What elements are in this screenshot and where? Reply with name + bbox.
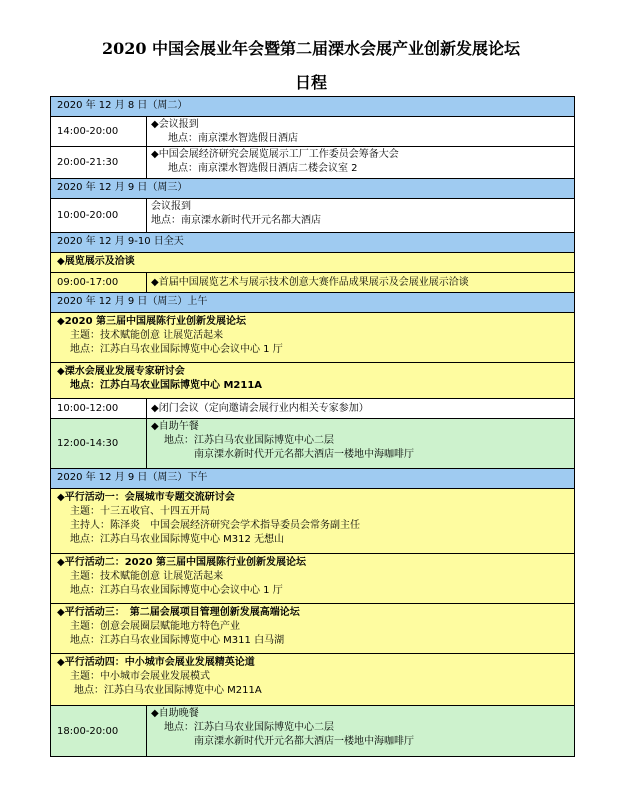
time-cell: 12:00-14:30 bbox=[51, 419, 147, 468]
content-cell bbox=[147, 706, 574, 756]
table-row bbox=[51, 273, 574, 293]
date-header-dec8 bbox=[51, 97, 574, 117]
parallel-activity-2 bbox=[51, 554, 574, 604]
time-cell: 20:00-21:30 bbox=[51, 147, 147, 178]
date-header-dec9-10 bbox=[51, 233, 574, 253]
content-cell bbox=[147, 147, 574, 178]
section-exhibition bbox=[51, 253, 574, 273]
item-title: ◆会议报到 bbox=[151, 119, 199, 130]
item-location: 地点：江苏白马农业国际博览中心二层 bbox=[164, 722, 334, 733]
item-title: ◆中国会展经济研究会展览展示工厂工作委员会筹备大会 bbox=[151, 149, 399, 160]
item-location-alt: 南京溧水新时代开元名都大酒店一楼地中海咖啡厅 bbox=[194, 736, 414, 747]
content-cell bbox=[147, 399, 574, 418]
item-title: 会议报到 bbox=[151, 201, 191, 212]
item-title: ◆首届中国展览艺术与展示技术创意大赛作品成果展示及会展业展示洽谈 bbox=[151, 277, 469, 288]
time-cell: 09:00-17:00 bbox=[51, 273, 147, 292]
activity-title: ◆平行活动四：中小城市会展业发展精英论道 bbox=[57, 657, 255, 668]
activity-theme: 主题：技术赋能创意 让展览活起来 bbox=[70, 571, 224, 582]
time-cell: 10:00-20:00 bbox=[51, 199, 147, 232]
activity-theme: 主题：十三五收官、十四五开局 bbox=[70, 506, 210, 517]
item-title: ◆闭门会议（定向邀请会展行业内相关专家参加） bbox=[151, 403, 369, 414]
date-header-label: 2020 年 12 月 8 日（周二） bbox=[57, 100, 188, 111]
forum-block bbox=[51, 363, 574, 399]
content-cell bbox=[147, 419, 574, 468]
activity-location: 地点：江苏白马农业国际博览中心 M312 无想山 bbox=[70, 534, 285, 545]
forum-theme: 主题：技术赋能创意 让展览活起来 bbox=[70, 330, 224, 341]
page-title: 2020 中国会展业年会暨第二届溧水会展产业创新发展论坛 bbox=[101, 39, 521, 58]
table-row bbox=[51, 419, 574, 469]
date-header-label: 2020 年 12 月 9 日（周三）下午 bbox=[57, 472, 208, 483]
schedule-table bbox=[50, 96, 575, 757]
parallel-activity-1 bbox=[51, 489, 574, 554]
item-location: 地点：南京溧水新时代开元名都大酒店 bbox=[151, 215, 321, 226]
item-location: 地点：南京溧水智选假日酒店 bbox=[168, 133, 298, 144]
time-cell: 14:00-20:00 bbox=[51, 117, 147, 146]
forum-title: ◆2020 第三届中国展陈行业创新发展论坛 bbox=[57, 316, 247, 327]
content-cell bbox=[147, 273, 574, 292]
page-subtitle: 日程 bbox=[294, 73, 327, 92]
date-header-dec9-afternoon bbox=[51, 469, 574, 489]
activity-location: 地点：江苏白马农业国际博览中心 M311 白马湖 bbox=[70, 635, 285, 646]
forum-location: 地点：江苏白马农业国际博览中心 M211A bbox=[70, 380, 263, 391]
activity-title: ◆平行活动一：会展城市专题交流研讨会 bbox=[57, 492, 235, 503]
table-row bbox=[51, 199, 574, 233]
activity-location: 地点：江苏白马农业国际博览中心会议中心 1 厅 bbox=[70, 585, 283, 596]
forum-location: 地点：江苏白马农业国际博览中心会议中心 1 厅 bbox=[70, 344, 283, 355]
content-cell bbox=[147, 117, 574, 146]
parallel-activity-4 bbox=[51, 654, 574, 706]
table-row bbox=[51, 117, 574, 147]
activity-title: ◆平行活动三： 第二届会展项目管理创新发展高端论坛 bbox=[57, 607, 300, 618]
time-cell: 10:00-12:00 bbox=[51, 399, 147, 418]
content-cell bbox=[147, 199, 574, 232]
activity-theme: 主题：创意会展圈层赋能地方特色产业 bbox=[70, 621, 240, 632]
activity-theme: 主题：中小城市会展业发展模式 bbox=[70, 671, 210, 682]
date-header-label: 2020 年 12 月 9 日（周三）上午 bbox=[57, 296, 208, 307]
date-header-dec9-morning bbox=[51, 293, 574, 313]
table-row bbox=[51, 706, 574, 756]
activity-host: 主持人：陈泽炎 中国会展经济研究会学术指导委员会常务副主任 bbox=[70, 520, 360, 531]
date-header-label: 2020 年 12 月 9-10 日全天 bbox=[57, 236, 184, 247]
activity-title: ◆平行活动二：2020 第三届中国展陈行业创新发展论坛 bbox=[57, 557, 307, 568]
item-location: 地点：江苏白马农业国际博览中心二层 bbox=[164, 435, 334, 446]
item-location: 地点：南京溧水智选假日酒店二楼会议室 2 bbox=[168, 163, 358, 174]
forum-title: ◆溧水会展业发展专家研讨会 bbox=[57, 366, 185, 377]
date-header-label: 2020 年 12 月 9 日（周三） bbox=[57, 182, 188, 193]
parallel-activity-3 bbox=[51, 604, 574, 654]
date-header-dec9 bbox=[51, 179, 574, 199]
time-cell: 18:00-20:00 bbox=[51, 706, 147, 756]
activity-location: 地点：江苏白马农业国际博览中心 M211A bbox=[74, 685, 262, 696]
item-location-alt: 南京溧水新时代开元名都大酒店一楼地中海咖啡厅 bbox=[194, 449, 414, 460]
forum-block bbox=[51, 313, 574, 363]
table-row bbox=[51, 399, 574, 419]
item-title: ◆自助晚餐 bbox=[151, 708, 199, 719]
item-title: ◆自助午餐 bbox=[151, 421, 199, 432]
table-row bbox=[51, 147, 574, 179]
section-title: ◆展览展示及洽谈 bbox=[57, 256, 135, 267]
